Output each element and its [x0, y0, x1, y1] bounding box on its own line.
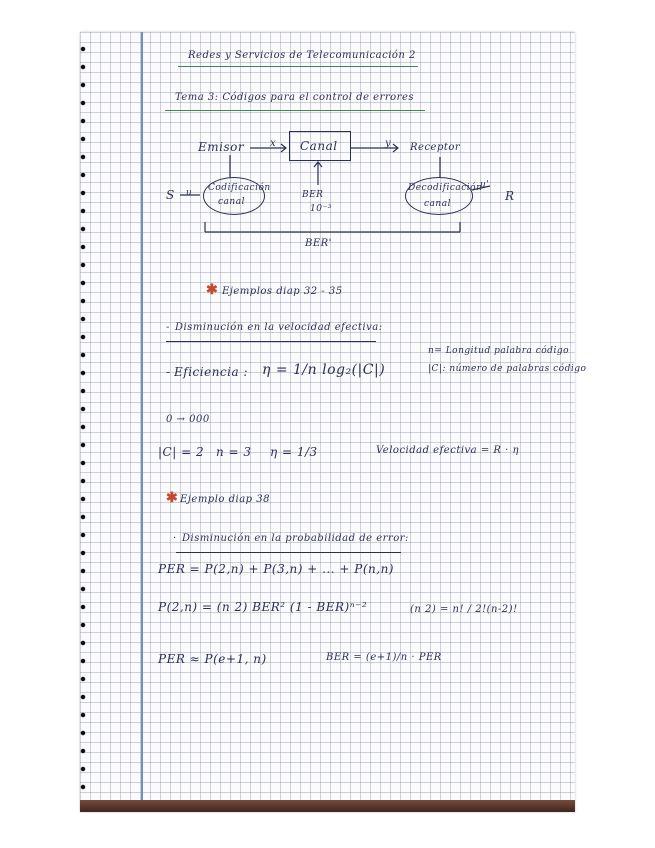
efficiency-formula: η = 1/n log₂(|C|): [262, 362, 386, 378]
s-label: S: [166, 188, 175, 202]
decodificacion-label: Decodificación: [408, 183, 483, 193]
codificacion-canal-label: canal: [218, 197, 245, 207]
per-approx-formula: PER ≈ P(e+1, n): [158, 652, 267, 666]
definition-n: n= Longitud palabra código: [428, 346, 570, 356]
example-2-note: Ejemplo diap 38: [180, 494, 270, 505]
efficiency-label: Eficiencia :: [174, 365, 248, 379]
codificacion-label: Codificación: [208, 183, 271, 193]
u-label: u: [186, 188, 193, 198]
ber-prime-label: BER': [305, 238, 332, 249]
r-label: R: [505, 189, 515, 203]
canal-label: Canal: [300, 139, 338, 153]
definition-c: |C|: número de palabras código: [428, 364, 587, 374]
binomial-formula: (n 2) = n! / 2!(n-2)!: [410, 604, 518, 615]
section-2-underline: [176, 552, 401, 553]
p2n-formula: P(2,n) = (n 2) BER² (1 - BER)ⁿ⁻²: [158, 600, 368, 614]
section-1-heading: Disminución en la velocidad efectiva:: [175, 322, 383, 333]
decodificacion-canal-label: canal: [424, 199, 451, 209]
page-title: Redes y Servicios de Telecomunicación 2: [188, 50, 416, 61]
topic-heading: Tema 3: Códigos para el control de errores: [175, 92, 415, 103]
bullet-1: -: [166, 322, 170, 333]
receptor-label: Receptor: [410, 142, 461, 153]
per-sum-formula: PER = P(2,n) + P(3,n) + ... + P(n,n): [158, 562, 394, 576]
asterisk-icon: ✱: [166, 490, 178, 506]
eta-value: η = 1/3: [270, 445, 318, 459]
section-2-heading: Disminución en la probabilidad de error:: [182, 533, 409, 544]
u-prime-label: u': [480, 180, 490, 190]
ber-value: 10⁻³: [310, 204, 332, 214]
section-1-underline: [166, 341, 376, 342]
n-value: n = 3: [216, 445, 252, 459]
ber-formula: BER = (e+1)/n · PER: [326, 652, 442, 663]
y-label: y: [385, 138, 392, 149]
asterisk-icon: ✱: [206, 282, 218, 298]
bullet-2: -: [166, 365, 171, 379]
velocidad-efectiva: Velocidad efectiva = R · η: [376, 445, 519, 456]
ber-label: BER: [302, 190, 324, 200]
example-1-note: Ejemplos diap 32 - 35: [222, 286, 343, 297]
x-label: x: [270, 138, 277, 149]
emisor-label: Emisor: [198, 140, 245, 154]
bullet-3: ·: [173, 533, 177, 544]
c-value: |C| = 2: [158, 445, 205, 459]
mapping-example: 0 → 000: [166, 414, 210, 425]
